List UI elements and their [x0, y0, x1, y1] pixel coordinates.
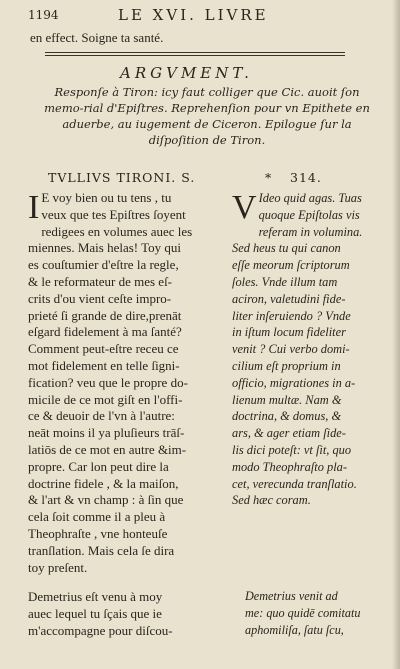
text-line: doctrina, & domus, &	[232, 409, 342, 424]
text-line: & le reformateur de mes eſ-	[28, 273, 173, 289]
text-line: venit ? Cui verbo domi-	[232, 342, 350, 357]
text-line: Demetrius eſt venu à moy	[28, 589, 163, 604]
text-line: referam in volumina.	[258, 224, 363, 239]
text-line: doctrine fidele , & la maiſon,	[28, 475, 179, 491]
top-rule	[45, 52, 345, 53]
text-line: auec lequel tu ſçais que ie	[28, 606, 162, 621]
text-line: neāt moins il ya pluſieurs trāſ-	[28, 425, 185, 441]
text-line: Demetrius venit ad	[245, 589, 338, 603]
note-star: *	[265, 170, 273, 185]
text-line: ſoles. Vnde illum tam	[232, 274, 338, 289]
text-line: E voy bien ou tu tens , tu	[41, 190, 172, 205]
text-line: tranſlation. Mais cela ſe dira	[28, 542, 175, 558]
text-line: lienum multæ. Nam &	[232, 392, 342, 407]
text-line: aciron, valetudini fide-	[232, 291, 346, 306]
text-line: latiōs de ce mot en autre &im-	[28, 441, 187, 457]
text-line: & l'art & vn champ : à ſin que	[28, 492, 184, 508]
text-line: prieté ſi grande de dire,prenāt	[28, 307, 182, 323]
page-number: 1194	[28, 8, 59, 22]
page-header	[28, 6, 378, 26]
text-line: Sed hæc coram.	[232, 493, 311, 508]
text-line: es couſtumier d'eſtre la regle,	[28, 257, 179, 273]
drop-cap-latin: V	[232, 189, 257, 226]
text-line: me: quo quidē comitatu	[245, 606, 361, 620]
text-line: ars, & ager etiam ſide-	[232, 426, 346, 441]
text-line: aphomiliſa, ſatu ſcu,	[245, 623, 344, 637]
argument-title: ARGVMENT.	[120, 64, 253, 82]
text-line: propre. Car lon peut dire la	[28, 458, 169, 474]
letter-number: 314.	[290, 170, 322, 185]
text-line: Ideo quid agas. Tuas	[258, 191, 362, 205]
text-line: micile de ce mot giſt en l'offi-	[28, 391, 183, 407]
text-line: Theophraſte , vne honteuſe	[28, 525, 168, 541]
text-line: fication? veu que le propre do-	[28, 374, 188, 390]
letter-heading: TVLLIVS TIRONI. S.	[48, 170, 196, 185]
text-line: in iſtum locum fideliter	[232, 325, 346, 340]
text-line: crits d'ou vient ceſte impro-	[28, 290, 172, 306]
latin-text-column	[232, 190, 392, 509]
text-line: cet, verecunda tranſlatio.	[232, 476, 357, 491]
text-line: lis dici poteſt: vt ſit, quo	[232, 442, 352, 457]
french-bottom-text	[28, 588, 238, 639]
text-line: officio, migrationes in a-	[232, 375, 356, 390]
latin-bottom-text	[245, 588, 395, 639]
text-line: veux que tes Epiſtres ſoyent	[41, 206, 186, 222]
text-line: ce & deuoir de l'vn à l'autre:	[28, 408, 175, 424]
text-line: eſſe meorum ſcriptorum	[232, 258, 350, 273]
text-line: cela ſoit comme il a pleu à	[28, 509, 166, 525]
drop-cap: I	[28, 189, 40, 226]
continued-text-line: en effect. Soigne ta santé.	[30, 30, 164, 45]
page-edge-shadow	[392, 0, 400, 669]
text-line: Sed heus tu qui canon	[232, 241, 341, 256]
text-line: mot fidelement en telle ſigni-	[28, 357, 180, 373]
text-line: cilium eſt proprium in	[232, 358, 341, 373]
text-line: liter inſeruiendo ? Vnde	[232, 308, 351, 323]
text-line: Comment peut-eſtre receu ce	[28, 341, 179, 357]
french-text-column	[28, 190, 228, 576]
text-line: toy preſent.	[28, 559, 88, 575]
argument-text: Responſe à Tiron: icy faut colliger que Cic. auoit ſon memo-rial d'Epiſtres. Reprehenſion pour vn Epithete en aduerbe, au iugement de Ciceron. Epilogue ſur la diſpoſition de Tiron.	[44, 85, 370, 147]
text-line: miennes. Mais helas! Toy qui	[28, 240, 182, 256]
text-line: m'accompagne pour diſcou-	[28, 623, 173, 638]
top-rule-inner	[45, 55, 345, 56]
text-line: eſgard fidelement à ma ſanté?	[28, 324, 182, 340]
text-line: redigees en volumes auec les	[41, 223, 193, 239]
text-line: modo Theophraſto pla-	[232, 459, 347, 474]
running-head: LE XVI. LIVRE	[118, 6, 269, 24]
text-line: quoque Epiſtolas vis	[258, 207, 360, 222]
